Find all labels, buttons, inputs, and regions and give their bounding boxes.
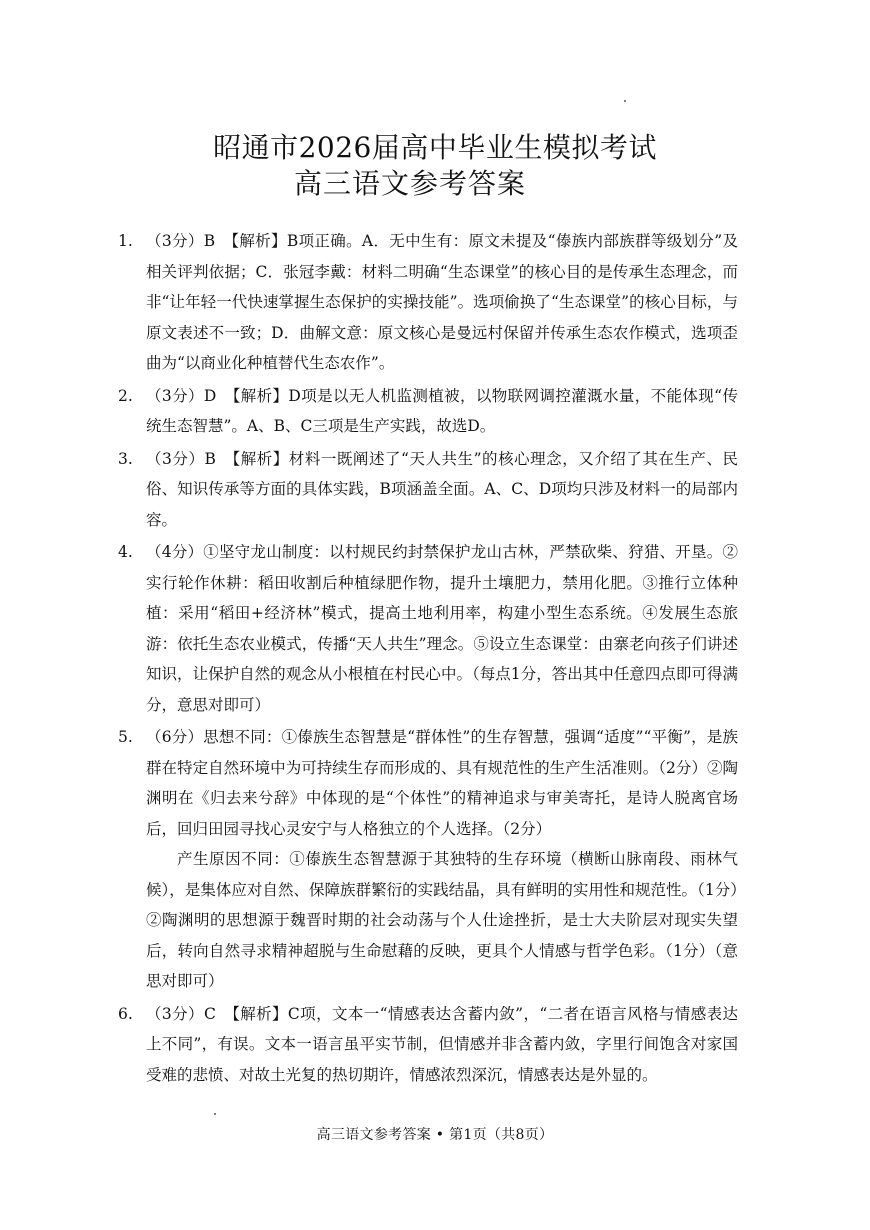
answer-number: 4. xyxy=(118,543,133,561)
answer-number: 3. xyxy=(118,449,133,468)
answer-number: 5. xyxy=(118,728,133,746)
title-block xyxy=(0,130,870,202)
answer-text: （3分）D 【解析】D项是以无人机监测植被，以物联网调控灌溉水量，不能体现“传统生态智慧”。A、B、C三项是生产实践，故选D。 xyxy=(146,386,738,435)
page-footer: 高三语文参考答案 • 第1页（共8页） xyxy=(316,1127,554,1143)
answer-number: 1. xyxy=(118,232,133,250)
answer-number: 2. xyxy=(118,386,133,405)
answer-list xyxy=(118,226,738,1092)
answer-item-1 xyxy=(118,226,738,379)
answer-item-5 xyxy=(118,722,738,997)
answer-item-6 xyxy=(118,999,738,1091)
answer-text: （3分）B 【解析】材料一既阐述了“天人共生”的核心理念，又介绍了其在生产、民俗、知识传承等方面的具体实践，B项涵盖全面。A、C、D项均只涉及材料一的局部内容。 xyxy=(146,449,738,529)
scan-speck xyxy=(214,1113,216,1115)
page-title: 昭通市2026届高中毕业生模拟考试 xyxy=(213,131,657,164)
answer-text: （4分）①坚守龙山制度：以村规民约封禁保护龙山古林，严禁砍柴、狩猎、开垦。②实行轮作休耕：稻田收割后种植绿肥作物，提升土壤肥力，禁用化肥。③推行立体种植：采用“稻田+经济林”模式，提高土地利用率，构建小型生态系统。④发展生态旅游：依托生态农业模式，传播“天人共生”理念。⑤设立生态课堂：由寨老向孩子们讲述知识，让保护自然的观念从小根植在村民心中。（每点1分，答出其中任意四点即可得满分，意思对即可） xyxy=(146,543,738,714)
scan-speck xyxy=(624,100,626,102)
page-subtitle: 高三语文参考答案 xyxy=(293,167,526,200)
answer-text: （3分）C 【解析】C项，文本一“情感表达含蓄内敛”，“二者在语言风格与情感表达上不同”，有误。文本一语言虽平实节制，但情感并非含蓄内敛，字里行间饱含对家国受难的悲愤、对故土光复的热切期许，情感浓烈深沉，情感表达是外显的。 xyxy=(146,1004,738,1084)
answer-text: （3分）B 【解析】B项正确。A．无中生有：原文未提及“傣族内部族群等级划分”及相关评判依据；C．张冠李戴：材料二明确“生态课堂”的核心目的是传承生态理念，而非“让年轻一代快速掌握生态保护的实操技能”。选项偷换了“生态课堂”的核心目标，与原文表述不一致；D．曲解文意：原文核心是曼远村保留并传承生态农作模式，选项歪曲为“以商业化种植替代生态农作”。 xyxy=(146,232,738,372)
answer-text-continued: 产生原因不同：①傣族生态智慧源于其独特的生存环境（横断山脉南段、雨林气候），是集体应对自然、保障族群繁衍的实践结晶，具有鲜明的实用性和规范性。（1分）②陶渊明的思想源于魏晋时期的社会动荡与个人仕途挫折，是士大夫阶层对现实失望后，转向自然寻求精神超脱与生命慰藉的反映，更具个人情感与哲学色彩。（1分）（意思对即可） xyxy=(146,850,738,990)
answer-number: 6. xyxy=(118,1004,133,1023)
answer-text: （6分）思想不同：①傣族生态智慧是“群体性”的生存智慧，强调“适度”“平衡”，是族群在特定自然环境中为可持续生存而形成的、具有规范性的生产生活准则。（2分）②陶渊明在《归去来兮辞》中体现的是“个体性”的精神追求与审美寄托，是诗人脱离官场后，回归田园寻找心灵安宁与人格独立的个人选择。（2分） xyxy=(146,728,738,838)
answer-item-4 xyxy=(118,537,738,720)
answer-item-3 xyxy=(118,444,738,536)
answer-item-2 xyxy=(118,381,738,442)
